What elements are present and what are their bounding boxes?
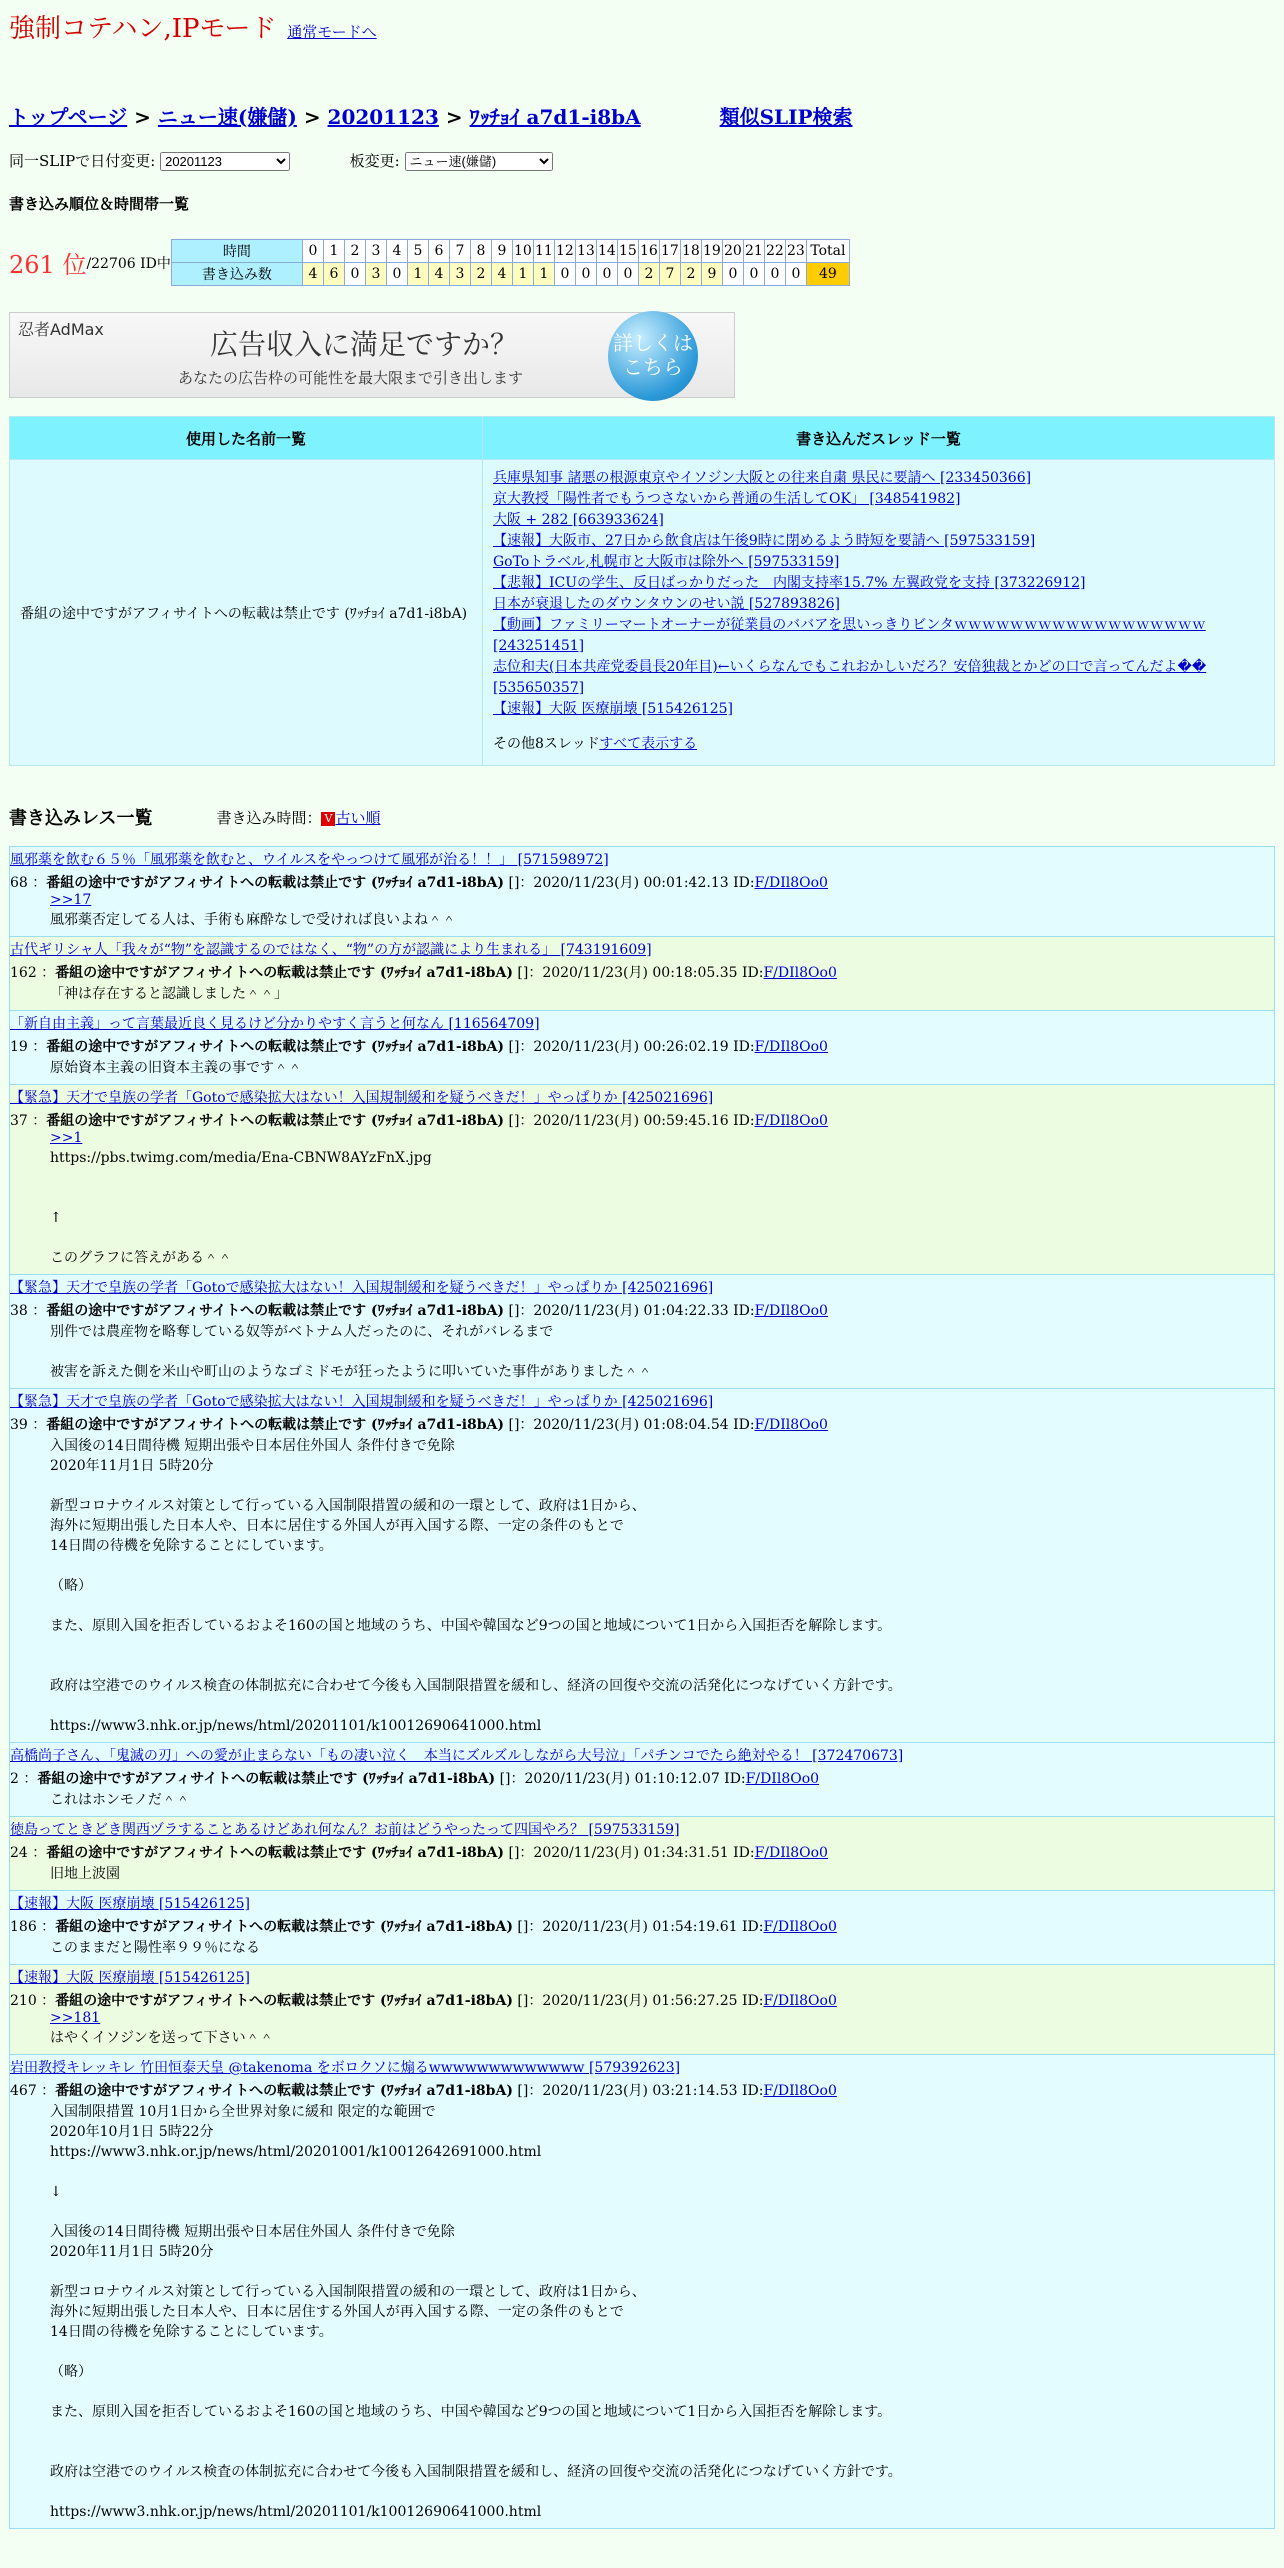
count-cell: 3 xyxy=(365,263,386,286)
post-id-link[interactable]: F/DIl8Oo0 xyxy=(745,1771,820,1787)
post-body: https://pbs.twimg.com/media/Ena-CBNW8AYzFnX.jpg ↑ このグラフに答えがある＾＾ xyxy=(50,1150,432,1266)
post-meta: 39 ：番組の途中ですがアフィサイトへの転載は禁止です (ﾜｯﾁｮｲ a7d1-i8bA) []：2020/11/23(月) 01:08:04.54 ID:F/DIl8Oo0 xyxy=(10,1417,828,1433)
post-number: 39 xyxy=(10,1417,28,1433)
breadcrumb-date[interactable]: 20201123 xyxy=(327,105,439,129)
count-cell: 2 xyxy=(638,263,659,286)
hour-cell: 2 xyxy=(344,240,365,263)
post-meta: 162 ：番組の途中ですがアフィサイトへの転載は禁止です (ﾜｯﾁｮｲ a7d1-i8bA) []：2020/11/23(月) 00:18:05.35 ID:F/DIl8Oo0 xyxy=(10,965,837,981)
count-cell: 4 xyxy=(428,263,449,286)
post-item xyxy=(9,1011,1275,1085)
post-meta: 2 ：番組の途中ですがアフィサイトへの転載は禁止です (ﾜｯﾁｮｲ a7d1-i8bA) []：2020/11/23(月) 01:10:12.07 ID:F/DIl8Oo0 xyxy=(10,1771,820,1787)
hour-cell: 19 xyxy=(701,240,722,263)
post-author-name: 番組の途中ですがアフィサイトへの転載は禁止です (ﾜｯﾁｮｲ a7d1-i8bA) xyxy=(46,875,505,891)
breadcrumb-sep: > xyxy=(445,105,463,129)
post-thread-link[interactable]: 【速報】大阪 医療崩壊 [515426125] xyxy=(10,1896,250,1912)
post-item xyxy=(9,1743,1275,1817)
post-id-link[interactable]: F/DIl8Oo0 xyxy=(754,1845,828,1861)
count-cell: 0 xyxy=(554,263,575,286)
post-thread-link[interactable]: 古代ギリシャ人「我々が“物”を認識するのではなく、“物”の方が認識により生まれる」 [743191609] xyxy=(10,942,652,958)
post-author-name: 番組の途中ですがアフィサイトへの転載は禁止です (ﾜｯﾁｮｲ a7d1-i8bA) xyxy=(46,1113,505,1129)
post-thread-link[interactable]: 【緊急】天才で皇族の学者「Gotoで感染拡大はない！入国規制緩和を疑うべきだ！」やっぱりか [425021696] xyxy=(10,1394,714,1410)
hour-cell: 14 xyxy=(596,240,617,263)
post-body: 風邪薬否定してる人は、手術も麻酔なしで受ければ良いよね＾＾ xyxy=(50,912,456,928)
sort-control xyxy=(216,807,380,828)
post-item xyxy=(9,1389,1275,1743)
hour-cell: 23 xyxy=(785,240,806,263)
post-body: はやくイソジンを送って下さい＾＾ xyxy=(50,2030,274,2046)
post-author-name: 番組の途中ですがアフィサイトへの転載は禁止です (ﾜｯﾁｮｲ a7d1-i8bA) xyxy=(55,1919,513,1935)
post-number: 467 xyxy=(10,2083,37,2099)
post-thread-link[interactable]: 「新自由主義」って言葉最近良く見るけど分かりやすく言うと何なん [116564709] xyxy=(10,1016,540,1032)
post-meta: 19 ：番組の途中ですがアフィサイトへの転載は禁止です (ﾜｯﾁｮｲ a7d1-i8bA) []：2020/11/23(月) 00:26:02.19 ID:F/DIl8Oo0 xyxy=(10,1039,828,1055)
thread-link[interactable]: 【速報】大阪市、27日から飲食店は午後9時に閉めるよう時短を要請へ [597533159] xyxy=(493,533,1036,549)
count-cell: 0 xyxy=(344,263,365,286)
hour-cell: 12 xyxy=(554,240,575,263)
count-cell: 4 xyxy=(491,263,512,286)
similar-slip-search-link[interactable]: 類似SLIP検索 xyxy=(719,105,853,129)
ad-logo: 忍者AdMax xyxy=(18,320,104,339)
thread-link[interactable]: 【速報】大阪 医療崩壊 [515426125] xyxy=(493,701,733,717)
posts-list xyxy=(9,846,1275,2529)
hour-cell: 17 xyxy=(659,240,680,263)
total-count-cell: 49 xyxy=(806,263,849,286)
post-body: これはホンモノだ＾＾ xyxy=(50,1792,190,1808)
post-item xyxy=(9,1817,1275,1891)
post-thread-link[interactable]: 高橋尚子さん、「鬼滅の刃」への愛が止まらない「もの凄い泣く 本当にズルズルしながら大号泣」「パチンコでたら絶対やる！ [372470673] xyxy=(10,1748,904,1764)
post-number: 162 xyxy=(10,965,37,981)
thread-link[interactable]: 兵庫県知事 諸悪の根源東京やイソジン大阪との往来自粛 県民に要請へ [233450366] xyxy=(493,470,1032,486)
ranking-title: 書き込み順位＆時間帯一覧 xyxy=(9,195,190,213)
breadcrumb-slip[interactable]: ﾜｯﾁｮｲ a7d1-i8bA xyxy=(469,105,641,129)
breadcrumb-sep: > xyxy=(303,105,321,129)
date-select-label: 同一SLIPで日付変更: xyxy=(9,152,156,170)
post-thread-link[interactable]: 風邪薬を飲む６５％「風邪薬を飲むと、ウイルスをやっつけて風邪が治る！！」 [571598972] xyxy=(10,852,609,868)
hour-cell: 16 xyxy=(638,240,659,263)
hour-cell: 20 xyxy=(722,240,743,263)
date-select[interactable] xyxy=(160,152,290,171)
more-threads-count: その他8スレッド xyxy=(493,736,600,752)
total-header-cell: Total xyxy=(806,240,849,263)
thread-link[interactable]: 【動画】ファミリーマートオーナーが従業員のババアを思いっきりビンタｗｗｗｗｗｗｗｗｗｗｗｗｗｗｗｗｗｗ [243251451] xyxy=(493,617,1206,654)
count-row-label: 書き込み数 xyxy=(171,263,302,286)
breadcrumb xyxy=(9,101,1275,130)
post-date: []：2020/11/23(月) 01:04:22.33 ID: xyxy=(508,1303,755,1319)
post-body: このままだと陽性率９９％になる xyxy=(50,1940,260,1956)
post-id-link[interactable]: F/DIl8Oo0 xyxy=(763,1919,837,1935)
filter-selects xyxy=(9,150,1275,171)
hour-cell: 22 xyxy=(764,240,785,263)
post-item xyxy=(9,846,1275,937)
count-cell: 0 xyxy=(764,263,785,286)
post-date: []：2020/11/23(月) 00:59:45.16 ID: xyxy=(508,1113,755,1129)
post-id-link[interactable]: F/DIl8Oo0 xyxy=(754,1039,828,1055)
sort-down-icon[interactable]: V xyxy=(321,812,335,826)
show-all-threads-link[interactable]: すべて表示する xyxy=(599,736,698,752)
hour-row xyxy=(171,240,849,263)
ad-banner[interactable] xyxy=(9,312,735,398)
post-item xyxy=(9,1965,1275,2055)
post-author-name: 番組の途中ですがアフィサイトへの転載は禁止です (ﾜｯﾁｮｲ a7d1-i8bA) xyxy=(46,1845,505,1861)
count-cell: 9 xyxy=(701,263,722,286)
hour-cell: 13 xyxy=(575,240,596,263)
count-cell: 0 xyxy=(596,263,617,286)
post-item xyxy=(9,2055,1275,2529)
names-column-header: 使用した名前一覧 xyxy=(10,417,483,460)
post-date: []：2020/11/23(月) 01:10:12.07 ID: xyxy=(499,1771,746,1787)
time-row-label: 時間 xyxy=(171,240,302,263)
hour-cell: 15 xyxy=(617,240,638,263)
count-cell: 2 xyxy=(470,263,491,286)
posts-title: 書き込みレス一覧 xyxy=(9,808,153,829)
hour-cell: 9 xyxy=(491,240,512,263)
count-cell: 3 xyxy=(449,263,470,286)
more-threads-line xyxy=(493,734,1264,755)
breadcrumb-top[interactable]: トップページ xyxy=(9,105,128,129)
thread-link[interactable]: 志位和夫(日本共産党委員長20年目)←いくらなんでもこれおかしいだろ？安倍独裁とかどの口で言ってんだよ�� [535650357] xyxy=(493,659,1207,696)
post-id-link[interactable]: F/DIl8Oo0 xyxy=(763,2083,837,2099)
hourly-table xyxy=(171,239,850,286)
post-item xyxy=(9,1275,1275,1389)
post-anchor-link[interactable]: >>17 xyxy=(50,892,92,908)
hour-cell: 4 xyxy=(386,240,407,263)
hour-cell: 11 xyxy=(533,240,554,263)
post-number: 2 xyxy=(10,1771,19,1787)
ad-cta-button[interactable]: 詳しくはこちら xyxy=(608,311,698,401)
post-body: 入国制限措置 10月1日から全世界対象に緩和 限定的な範囲で 2020年10月1日 5時22分 https://www3.nhk.or.jp/news/html/20201001/k10012642691000.html ↓ 入国後の14日間待機 短期出張や日本居住外国人 条件付きで免除 2020年11月1日 5時20分 新型コロナウイルス対策として行っている入国制限措置の緩和の一環として、政府は1日から、 海外に短期出張した日本人や、日本に居住する外国人が再入国する際、一定の条件のもとで 14日間の待機を免除することにしています。 （略） また、原則入国を拒否しているおよそ160の国と地域のうち、中国や韓国など9つの国と地域について1日から入国拒否を解除します。 政府は空港でのウイルス検査の体制拡充に合わせて今後も入国制限措置を緩和し、経済の回復や交流の活発化につなげていく方針です。 https://www3.nhk.or.jp/news/html/20201101/k10012690641000.html xyxy=(50,2104,902,2520)
thread-link[interactable]: 日本が衰退したのダウンタウンのせい説 [527893826] xyxy=(493,596,840,612)
post-date: []：2020/11/23(月) 00:18:05.35 ID: xyxy=(517,965,764,981)
post-author-name: 番組の途中ですがアフィサイトへの転載は禁止です (ﾜｯﾁｮｲ a7d1-i8bA) xyxy=(55,2083,513,2099)
post-date: []：2020/11/23(月) 03:21:14.53 ID: xyxy=(517,2083,764,2099)
hour-cell: 10 xyxy=(512,240,533,263)
count-cell: 1 xyxy=(407,263,428,286)
post-meta: 68 ：番組の途中ですがアフィサイトへの転載は禁止です (ﾜｯﾁｮｲ a7d1-i8bA) []：2020/11/23(月) 00:01:42.13 ID:F/DIl8Oo0 xyxy=(10,875,828,891)
count-row xyxy=(171,263,849,286)
post-number: 38 xyxy=(10,1303,28,1319)
post-body: 原始資本主義の旧資本主義の事です＾＾ xyxy=(50,1060,302,1076)
post-thread-link[interactable]: 徳島ってときどき関西ヅラすることあるけどあれ何なん？お前はどうやったって四国やろ？ [597533159] xyxy=(10,1822,680,1838)
post-id-link[interactable]: F/DIl8Oo0 xyxy=(754,875,828,891)
rank-of-total: /22706 ID中 xyxy=(86,255,171,272)
rank-number: 261 位 xyxy=(9,251,87,279)
post-date: []：2020/11/23(月) 01:08:04.54 ID: xyxy=(508,1417,755,1433)
page-header xyxy=(9,8,1275,45)
threads-column-header: 書き込んだスレッド一覧 xyxy=(483,417,1275,460)
post-number: 37 xyxy=(10,1113,28,1129)
post-date: []：2020/11/23(月) 01:56:27.25 ID: xyxy=(517,1993,764,2009)
post-author-name: 番組の途中ですがアフィサイトへの転載は禁止です (ﾜｯﾁｮｲ a7d1-i8bA) xyxy=(46,1039,505,1055)
post-id-link[interactable]: F/DIl8Oo0 xyxy=(754,1303,828,1319)
count-cell: 0 xyxy=(575,263,596,286)
ranking-section xyxy=(9,239,1275,286)
post-meta: 38 ：番組の途中ですがアフィサイトへの転載は禁止です (ﾜｯﾁｮｲ a7d1-i8bA) []：2020/11/23(月) 01:04:22.33 ID:F/DIl8Oo0 xyxy=(10,1303,828,1319)
thread-list xyxy=(483,460,1275,766)
breadcrumb-sep: > xyxy=(134,105,151,129)
post-thread-link[interactable]: 岩田教授キレッキレ 竹田恒泰天皇 @takenoma をボロクソに煽るwwwwwwwwwwwww [579392623] xyxy=(10,2060,681,2076)
hour-cell: 21 xyxy=(743,240,764,263)
post-author-name: 番組の途中ですがアフィサイトへの転載は禁止です (ﾜｯﾁｮｲ a7d1-i8bA) xyxy=(46,1303,505,1319)
post-number: 19 xyxy=(10,1039,28,1055)
hour-cell: 0 xyxy=(302,240,323,263)
hour-cell: 6 xyxy=(428,240,449,263)
count-cell: 7 xyxy=(659,263,680,286)
count-cell: 1 xyxy=(512,263,533,286)
post-item xyxy=(9,937,1275,1011)
post-thread-link[interactable]: 【緊急】天才で皇族の学者「Gotoで感染拡大はない！入国規制緩和を疑うべきだ！」やっぱりか [425021696] xyxy=(10,1280,714,1296)
post-id-link[interactable]: F/DIl8Oo0 xyxy=(763,965,837,981)
ad-subtext: あなたの広告枠の可能性を最大限まで引き出します xyxy=(178,369,524,387)
used-name: 番組の途中ですがアフィサイトへの転載は禁止です (ﾜｯﾁｮｲ a7d1-i8bA) xyxy=(10,460,483,766)
post-meta: 37 ：番組の途中ですがアフィサイトへの転載は禁止です (ﾜｯﾁｮｲ a7d1-i8bA) []：2020/11/23(月) 00:59:45.16 ID:F/DIl8Oo0 xyxy=(10,1113,828,1129)
post-number: 24 xyxy=(10,1845,28,1861)
post-meta: 467 ：番組の途中ですがアフィサイトへの転載は禁止です (ﾜｯﾁｮｲ a7d1-i8bA) []：2020/11/23(月) 03:21:14.53 ID:F/DIl8Oo0 xyxy=(10,2083,837,2099)
post-date: []：2020/11/23(月) 00:01:42.13 ID: xyxy=(508,875,755,891)
count-cell: 0 xyxy=(722,263,743,286)
names-threads-table xyxy=(9,416,1275,766)
hour-cell: 1 xyxy=(323,240,344,263)
sort-oldest-link[interactable]: 古い順 xyxy=(335,808,381,827)
breadcrumb-board[interactable]: ニュー速(嫌儲) xyxy=(157,105,297,129)
sort-label: 書き込み時間： xyxy=(216,808,322,827)
count-cell: 0 xyxy=(617,263,638,286)
post-anchor-link[interactable]: >>181 xyxy=(50,2010,101,2026)
count-cell: 0 xyxy=(743,263,764,286)
post-body: 旧地上波園 xyxy=(50,1866,120,1882)
post-body: 「神は存在すると認識しました＾＾」 xyxy=(50,986,288,1002)
count-cell: 1 xyxy=(533,263,554,286)
post-meta: 210 ：番組の途中ですがアフィサイトへの転載は禁止です (ﾜｯﾁｮｲ a7d1-i8bA) []：2020/11/23(月) 01:56:27.25 ID:F/DIl8Oo0 xyxy=(10,1993,837,2009)
hour-cell: 18 xyxy=(680,240,701,263)
hour-cell: 5 xyxy=(407,240,428,263)
thread-link[interactable]: 大阪 + 282 [663933624] xyxy=(493,512,664,528)
post-author-name: 番組の途中ですがアフィサイトへの転載は禁止です (ﾜｯﾁｮｲ a7d1-i8bA) xyxy=(37,1771,496,1787)
post-id-link[interactable]: F/DIl8Oo0 xyxy=(754,1113,828,1129)
thread-link[interactable]: GoToトラベル,札幌市と大阪市は除外へ [597533159] xyxy=(493,554,840,570)
hour-cell: 8 xyxy=(470,240,491,263)
post-date: []：2020/11/23(月) 01:34:31.51 ID: xyxy=(508,1845,755,1861)
post-thread-link[interactable]: 【速報】大阪 医療崩壊 [515426125] xyxy=(10,1970,250,1986)
post-item xyxy=(9,1891,1275,1965)
hour-cell: 3 xyxy=(365,240,386,263)
post-thread-link[interactable]: 【緊急】天才で皇族の学者「Gotoで感染拡大はない！入国規制緩和を疑うべきだ！」やっぱりか [425021696] xyxy=(10,1090,714,1106)
count-cell: 6 xyxy=(323,263,344,286)
count-cell: 2 xyxy=(680,263,701,286)
post-author-name: 番組の途中ですがアフィサイトへの転載は禁止です (ﾜｯﾁｮｲ a7d1-i8bA) xyxy=(55,965,513,981)
post-id-link[interactable]: F/DIl8Oo0 xyxy=(754,1417,828,1433)
post-meta: 186 ：番組の途中ですがアフィサイトへの転載は禁止です (ﾜｯﾁｮｲ a7d1-i8bA) []：2020/11/23(月) 01:54:19.61 ID:F/DIl8Oo0 xyxy=(10,1919,837,1935)
thread-link[interactable]: 【悲報】ICUの学生、反日ばっかりだった 内閣支持率15.7% 左翼政党を支持 [373226912] xyxy=(493,575,1086,591)
board-select[interactable] xyxy=(405,152,553,171)
post-body: 別件では農産物を略奪している奴等がベトナム人だったのに、それがバレるまで 被害を訴えた側を米山や町山のようなゴミドモが狂ったように叩いていた事件がありました＾＾ xyxy=(50,1324,652,1380)
count-cell: 0 xyxy=(386,263,407,286)
page-title: 強制コテハン,IPモード xyxy=(9,14,277,44)
post-author-name: 番組の途中ですがアフィサイトへの転載は禁止です (ﾜｯﾁｮｲ a7d1-i8bA) xyxy=(46,1417,505,1433)
hour-cell: 7 xyxy=(449,240,470,263)
post-body: 入国後の14日間待機 短期出張や日本居住外国人 条件付きで免除 2020年11月1日 5時20分 新型コロナウイルス対策として行っている入国制限措置の緩和の一環として、政府は1日から、 海外に短期出張した日本人や、日本に居住する外国人が再入国する際、一定の条件のもとで 14日間の待機を免除することにしています。 （略） また、原則入国を拒否しているおよそ160の国と地域のうち、中国や韓国など9つの国と地域について1日から入国拒否を解除します。 政府は空港でのウイルス検査の体制拡充に合わせて今後も入国制限措置を緩和し、経済の回復や交流の活発化につなげていく方針です。 https://www3.nhk.or.jp/news/html/20201101/k10012690641000.html xyxy=(50,1438,902,1734)
count-cell: 4 xyxy=(302,263,323,286)
post-item xyxy=(9,1085,1275,1275)
post-number: 210 xyxy=(10,1993,37,2009)
post-date: []：2020/11/23(月) 00:26:02.19 ID: xyxy=(508,1039,755,1055)
post-number: 186 xyxy=(10,1919,37,1935)
post-id-link[interactable]: F/DIl8Oo0 xyxy=(763,1993,837,2009)
post-date: []：2020/11/23(月) 01:54:19.61 ID: xyxy=(517,1919,764,1935)
post-anchor-link[interactable]: >>1 xyxy=(50,1130,83,1146)
post-number: 68 xyxy=(10,875,28,891)
post-author-name: 番組の途中ですがアフィサイトへの転載は禁止です (ﾜｯﾁｮｲ a7d1-i8bA) xyxy=(55,1993,513,2009)
posts-header xyxy=(9,804,1275,830)
count-cell: 0 xyxy=(785,263,806,286)
normal-mode-link[interactable]: 通常モードへ xyxy=(287,23,377,41)
post-meta: 24 ：番組の途中ですがアフィサイトへの転載は禁止です (ﾜｯﾁｮｲ a7d1-i8bA) []：2020/11/23(月) 01:34:31.51 ID:F/DIl8Oo0 xyxy=(10,1845,828,1861)
board-select-label: 板変更: xyxy=(349,152,400,170)
ad-headline: 広告収入に満足ですか？ xyxy=(210,328,519,361)
thread-link[interactable]: 京大教授「陽性者でもうつさないから普通の生活してOK」 [348541982] xyxy=(493,491,961,507)
